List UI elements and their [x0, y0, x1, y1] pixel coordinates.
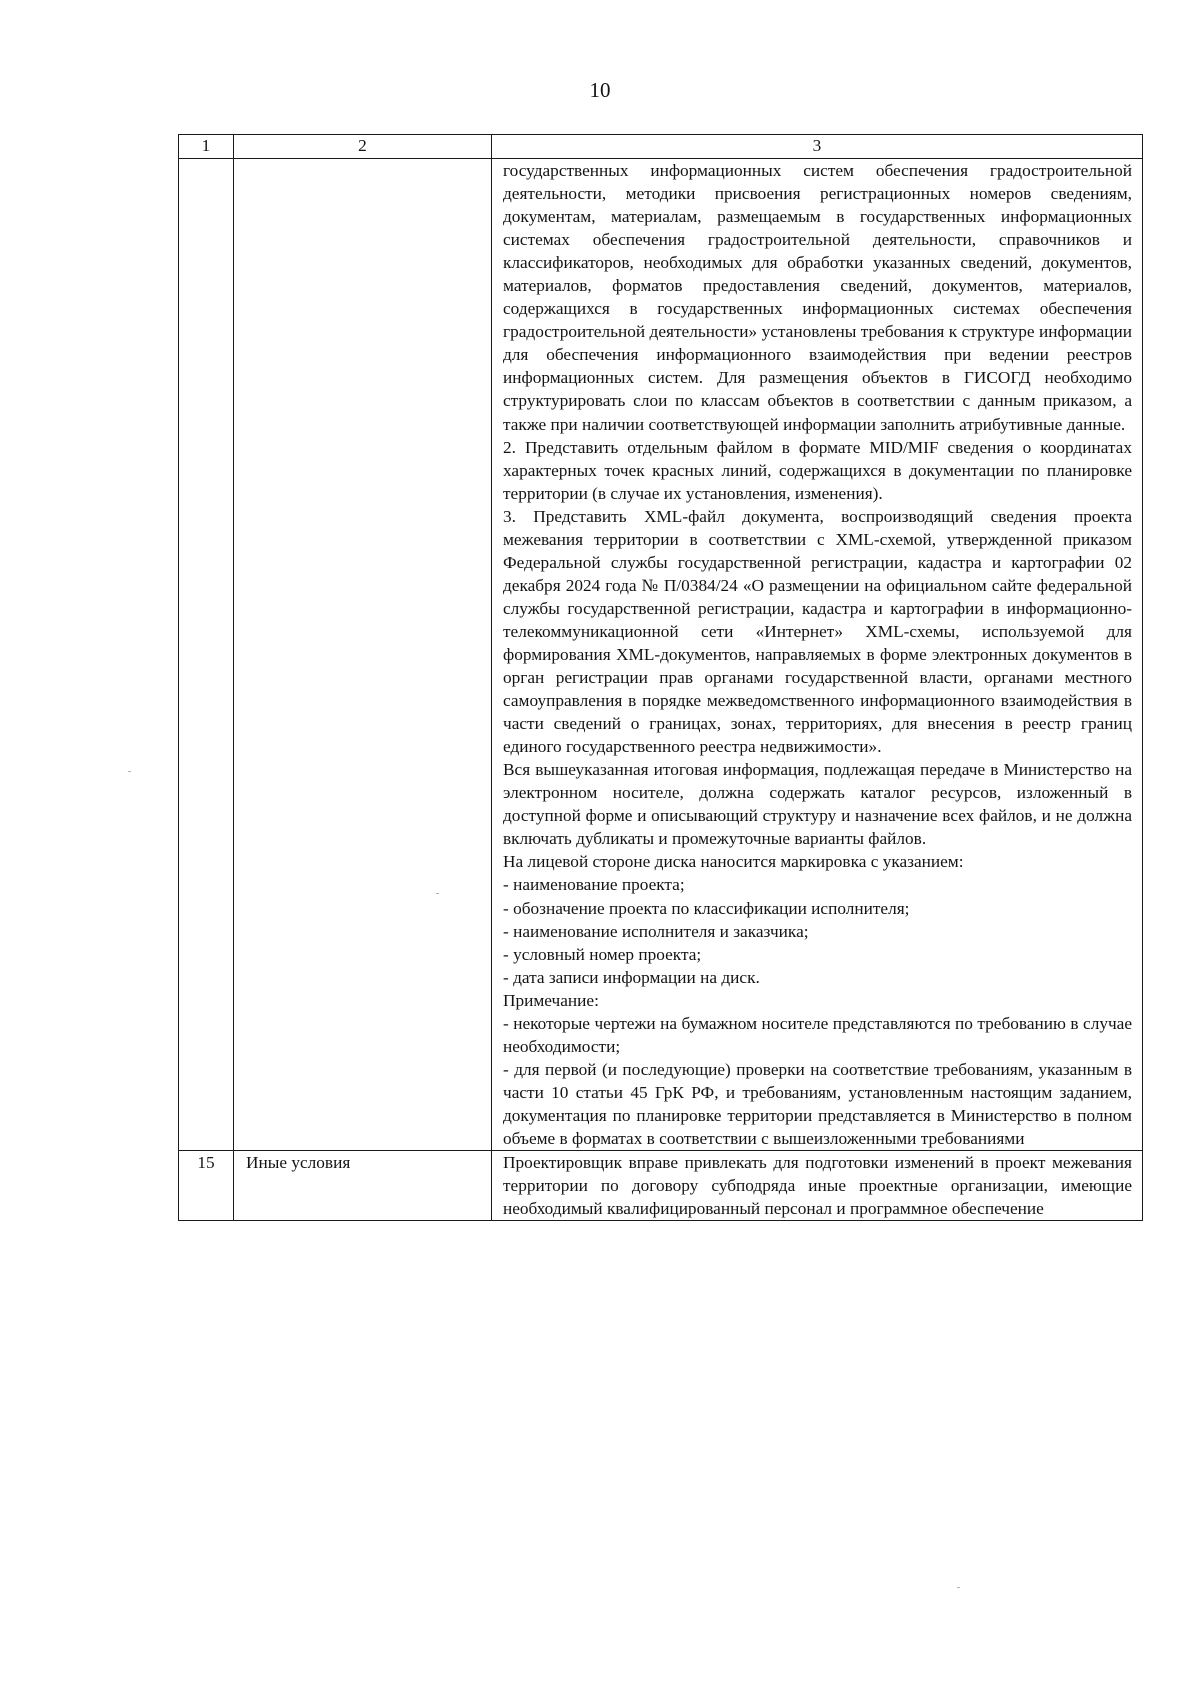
- scan-speck: [436, 893, 439, 894]
- marking-item: - дата записи информации на диск.: [503, 967, 760, 987]
- column-header-2: 2: [234, 135, 492, 159]
- note-item: - для первой (и последующие) проверки на соответствие требованиям, указанным в части 10 статьи 45 ГрК РФ, и требованиям, установленным настоящим заданием, документация по планировке территории представляется в Министерство в полном объеме в форматах в соответствии с вышеизложенными требованиями: [503, 1059, 1132, 1148]
- note-item: - некоторые чертежи на бумажном носителе представляются по требованию в случае необходимости;: [503, 1013, 1132, 1056]
- marking-item: - обозначение проекта по классификации исполнителя;: [503, 898, 910, 918]
- marking-item: - условный номер проекта;: [503, 944, 702, 964]
- table-row-continuation: [179, 159, 1143, 1151]
- column-header-1: 1: [179, 135, 234, 159]
- requirements-table: [178, 134, 1143, 1221]
- marking-item: - наименование проекта;: [503, 875, 685, 895]
- row-number-cell: 15: [179, 1151, 234, 1221]
- row-name-cell: [234, 159, 492, 1151]
- table-header-row: [179, 135, 1143, 159]
- content-paragraph: Проектировщик вправе привлекать для подготовки изменений в проект межевания территории по договору субподряда иные проектные организации, имеющие необходимый квалифицированный персонал и программное обеспечение: [503, 1153, 1132, 1219]
- row-content-cell: [492, 1151, 1143, 1221]
- row-content-cell: [492, 159, 1143, 1151]
- page-number: 10: [589, 78, 611, 102]
- content-paragraph: 3. Представить XML-файл документа, воспроизводящий сведения проекта межевания территории в соответствии с XML-схемой, утвержденной приказом Федеральной службы государственной регистрации, кадастра и картографии 02 декабря 2024 года № П/0384/24 «О размещении на официальном сайте федеральной службы государственной регистрации, кадастра и картографии в информационно-телекоммуникационной сети «Интернет» XML-схемы, используемой для формирования XML-документов, направляемых в форме электронных документов в орган регистрации прав органами государственной власти, органами местного самоуправления в порядке межведомственного информационного взаимодействия в части сведений о границах, зонах, территориях, для внесения в реестр границ единого государственного реестра недвижимости».: [503, 506, 1132, 757]
- content-paragraph: На лицевой стороне диска наносится маркировка с указанием:: [503, 852, 964, 872]
- table-row-15: [179, 1151, 1143, 1221]
- column-header-3: 3: [492, 135, 1143, 159]
- content-paragraph: государственных информационных систем обеспечения градостроительной деятельности, методики присвоения регистрационных номеров сведениям, документам, материалам, размещаемым в государственных информационных системах обеспечения градостроительной деятельности, справочников и классификаторов, необходимых для обработки указанных сведений, документов, материалов, форматов предоставления сведений, документов, материалов, содержащихся в государственных информационных системах обеспечения градостроительной деятельности» установлены требования к структуре информации для обеспечения информационного взаимодействия при ведении реестров информационных систем. Для размещения объектов в ГИСОГД необходимо структурировать слои по классам объектов в соответствии с данным приказом, а также при наличии соответствующей информации заполнить атрибутивные данные.: [503, 161, 1132, 434]
- content-paragraph: 2. Представить отдельным файлом в формате MID/MIF сведения о координатах характерных точек красных линий, содержащихся в документации по планировке территории (в случае их установления, изменения).: [503, 437, 1132, 503]
- note-title: Примечание:: [503, 990, 599, 1010]
- row-name-cell: Иные условия: [234, 1151, 492, 1221]
- scan-speck: [957, 1587, 960, 1588]
- row-number-cell: [179, 159, 234, 1151]
- marking-item: - наименование исполнителя и заказчика;: [503, 921, 809, 941]
- content-paragraph: Вся вышеуказанная итоговая информация, подлежащая передаче в Министерство на электронном носителе, должна содержать каталог ресурсов, изложенный в доступной форме и описывающий структуру и назначение всех файлов, и не должна включать дубликаты и промежуточные варианты файлов.: [503, 760, 1132, 849]
- scan-speck: [128, 771, 131, 772]
